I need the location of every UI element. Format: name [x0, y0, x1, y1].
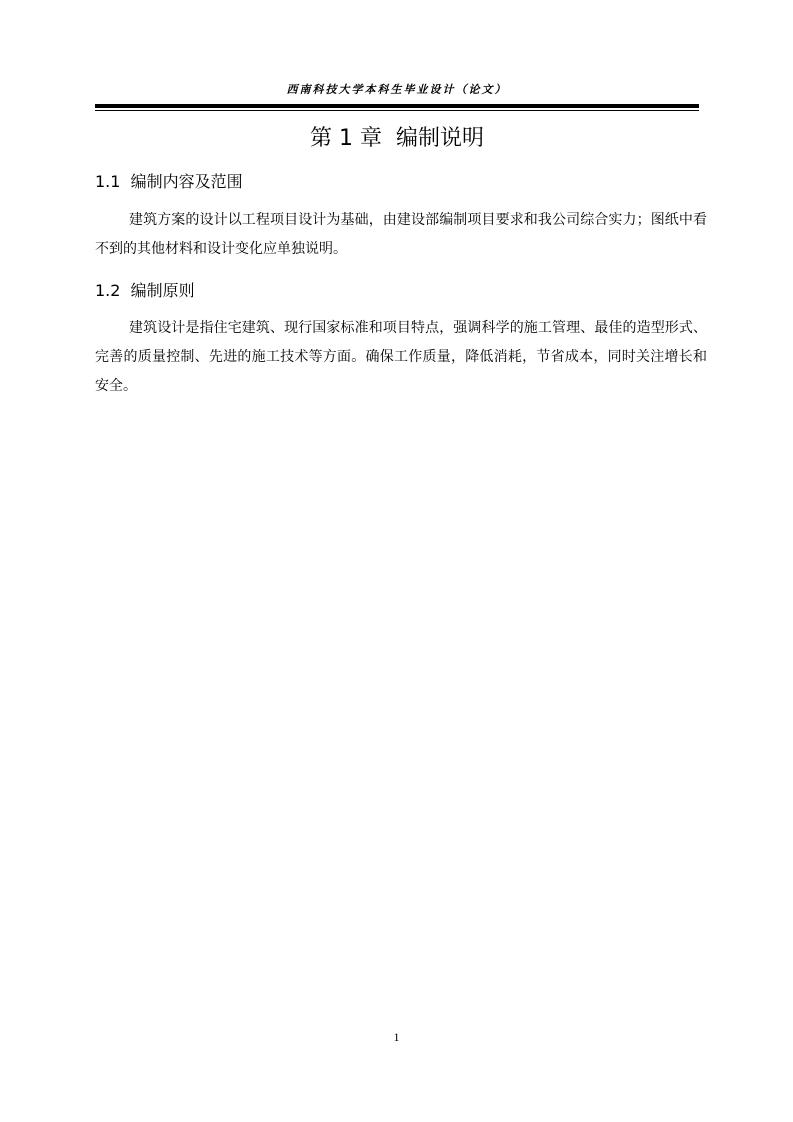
section-heading-1-1: 1.1 编制内容及范围 [95, 172, 243, 191]
header-rule-thin [95, 110, 699, 111]
section-heading-1-2: 1.2 编制原则 [95, 281, 195, 300]
section-paragraph-1-2: 建筑设计是指住宅建筑、现行国家标准和项目特点，强调科学的施工管理、最佳的造型形式、完善的质量控制、先进的施工技术等方面。确保工作质量，降低消耗，节省成本，同时关注增长和安全。 [95, 320, 707, 394]
page-number: 1 [393, 1030, 400, 1044]
chapter-title: 第 1 章 编制说明 [310, 126, 484, 151]
section-paragraph-1-1: 建筑方案的设计以工程项目设计为基础，由建设部编制项目要求和我公司综合实力；图纸中看不到的其他材料和设计变化应单独说明。 [95, 212, 707, 257]
header-rule-thick [95, 104, 699, 108]
page-header: 西南科技大学本科生毕业设计（论文） [286, 83, 508, 96]
